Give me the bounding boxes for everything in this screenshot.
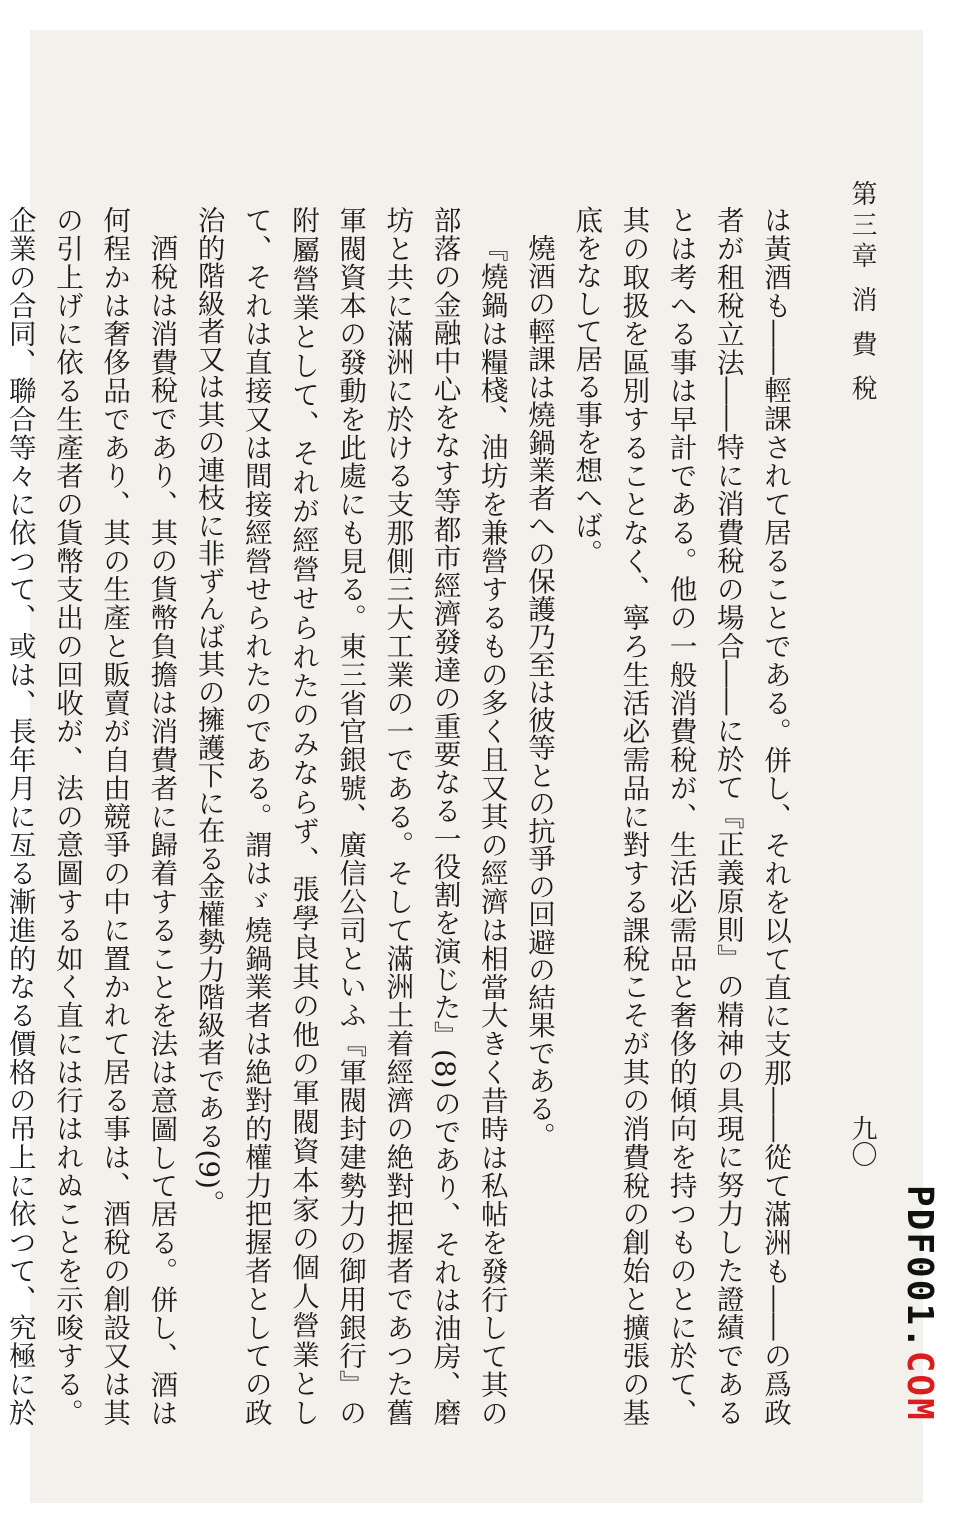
book-page <box>3 30 923 1503</box>
paragraph: 燒酒の輕課は燒鍋業者への保護乃至は彼等との抗爭の回避の結果である。 <box>522 233 555 1150</box>
chapter-header: 第三章 消 費 稅 <box>847 180 877 406</box>
paragraph: は黃酒も――輕課されて居ることである。併し、それを以て直に支那――從て滿洲も――の爲政者が租稅立法――特に消費稅の場合――に於て『正義原則』の精神の具現に努力した證績であるとは考へる事は早計である。他の一般消費稅が、生活必需品と奢侈的傾向を持つものとに於て、其の取扱を區別することなく、寧ろ生活必需品に對する課稅こそが其の消費稅の創始と擴張の基底をなして居る事を想へば。 <box>570 206 791 1427</box>
body-text <box>0 206 798 1426</box>
watermark-text: PDF001. <box>899 1185 940 1351</box>
paragraph: 『燒鍋は糧棧、油坊を兼營するもの多く且又其の經濟は相當大きく昔時は私帖を發行して其の部落の金融中心をなす等都市經濟發達の重要なる一役割を演じた』(8)のであり、それは油房、磨坊と共に滿洲に於ける支那側三大工業の一である。そして滿洲土着經濟の絶對把握者であつた舊軍閥資本の發動を此處にも見る。東三省官銀號、廣信公司といふ『軍閥封建勢力の御用銀行』の附屬營業として、それが經營せられたのみならず、張學良其の他の軍閥資本家の個人營業として、それは直接又は間接經營せられたのである。謂はゞ燒鍋業者は絶對的權力把握者としての政治的階級者又は其の連枝に非ずんば其の擁護下に在る金權勢力階級者である(9)。 <box>192 206 508 1426</box>
watermark-accent: COM <box>899 1350 940 1422</box>
paragraph: 酒稅は消費稅であり、其の貨幣負擔は消費者に歸着することを法は意圖して居る。併し、酒は何程かは奢侈品であり、其の生產と販賣が自由競爭の中に置かれて居る事は、酒稅の創設又は其の引上げに依る生產者の貨幣支出の回收が、法の意圖する如く直には行はれぬことを示唆する。企業の合同、聯合等々に依つて、或は、長年月に亙る漸進的なる價格の吊上に依つて、究極に於 <box>3 206 178 1426</box>
watermark-logo <box>898 1185 940 1422</box>
page-number: 九〇 <box>847 1115 877 1167</box>
